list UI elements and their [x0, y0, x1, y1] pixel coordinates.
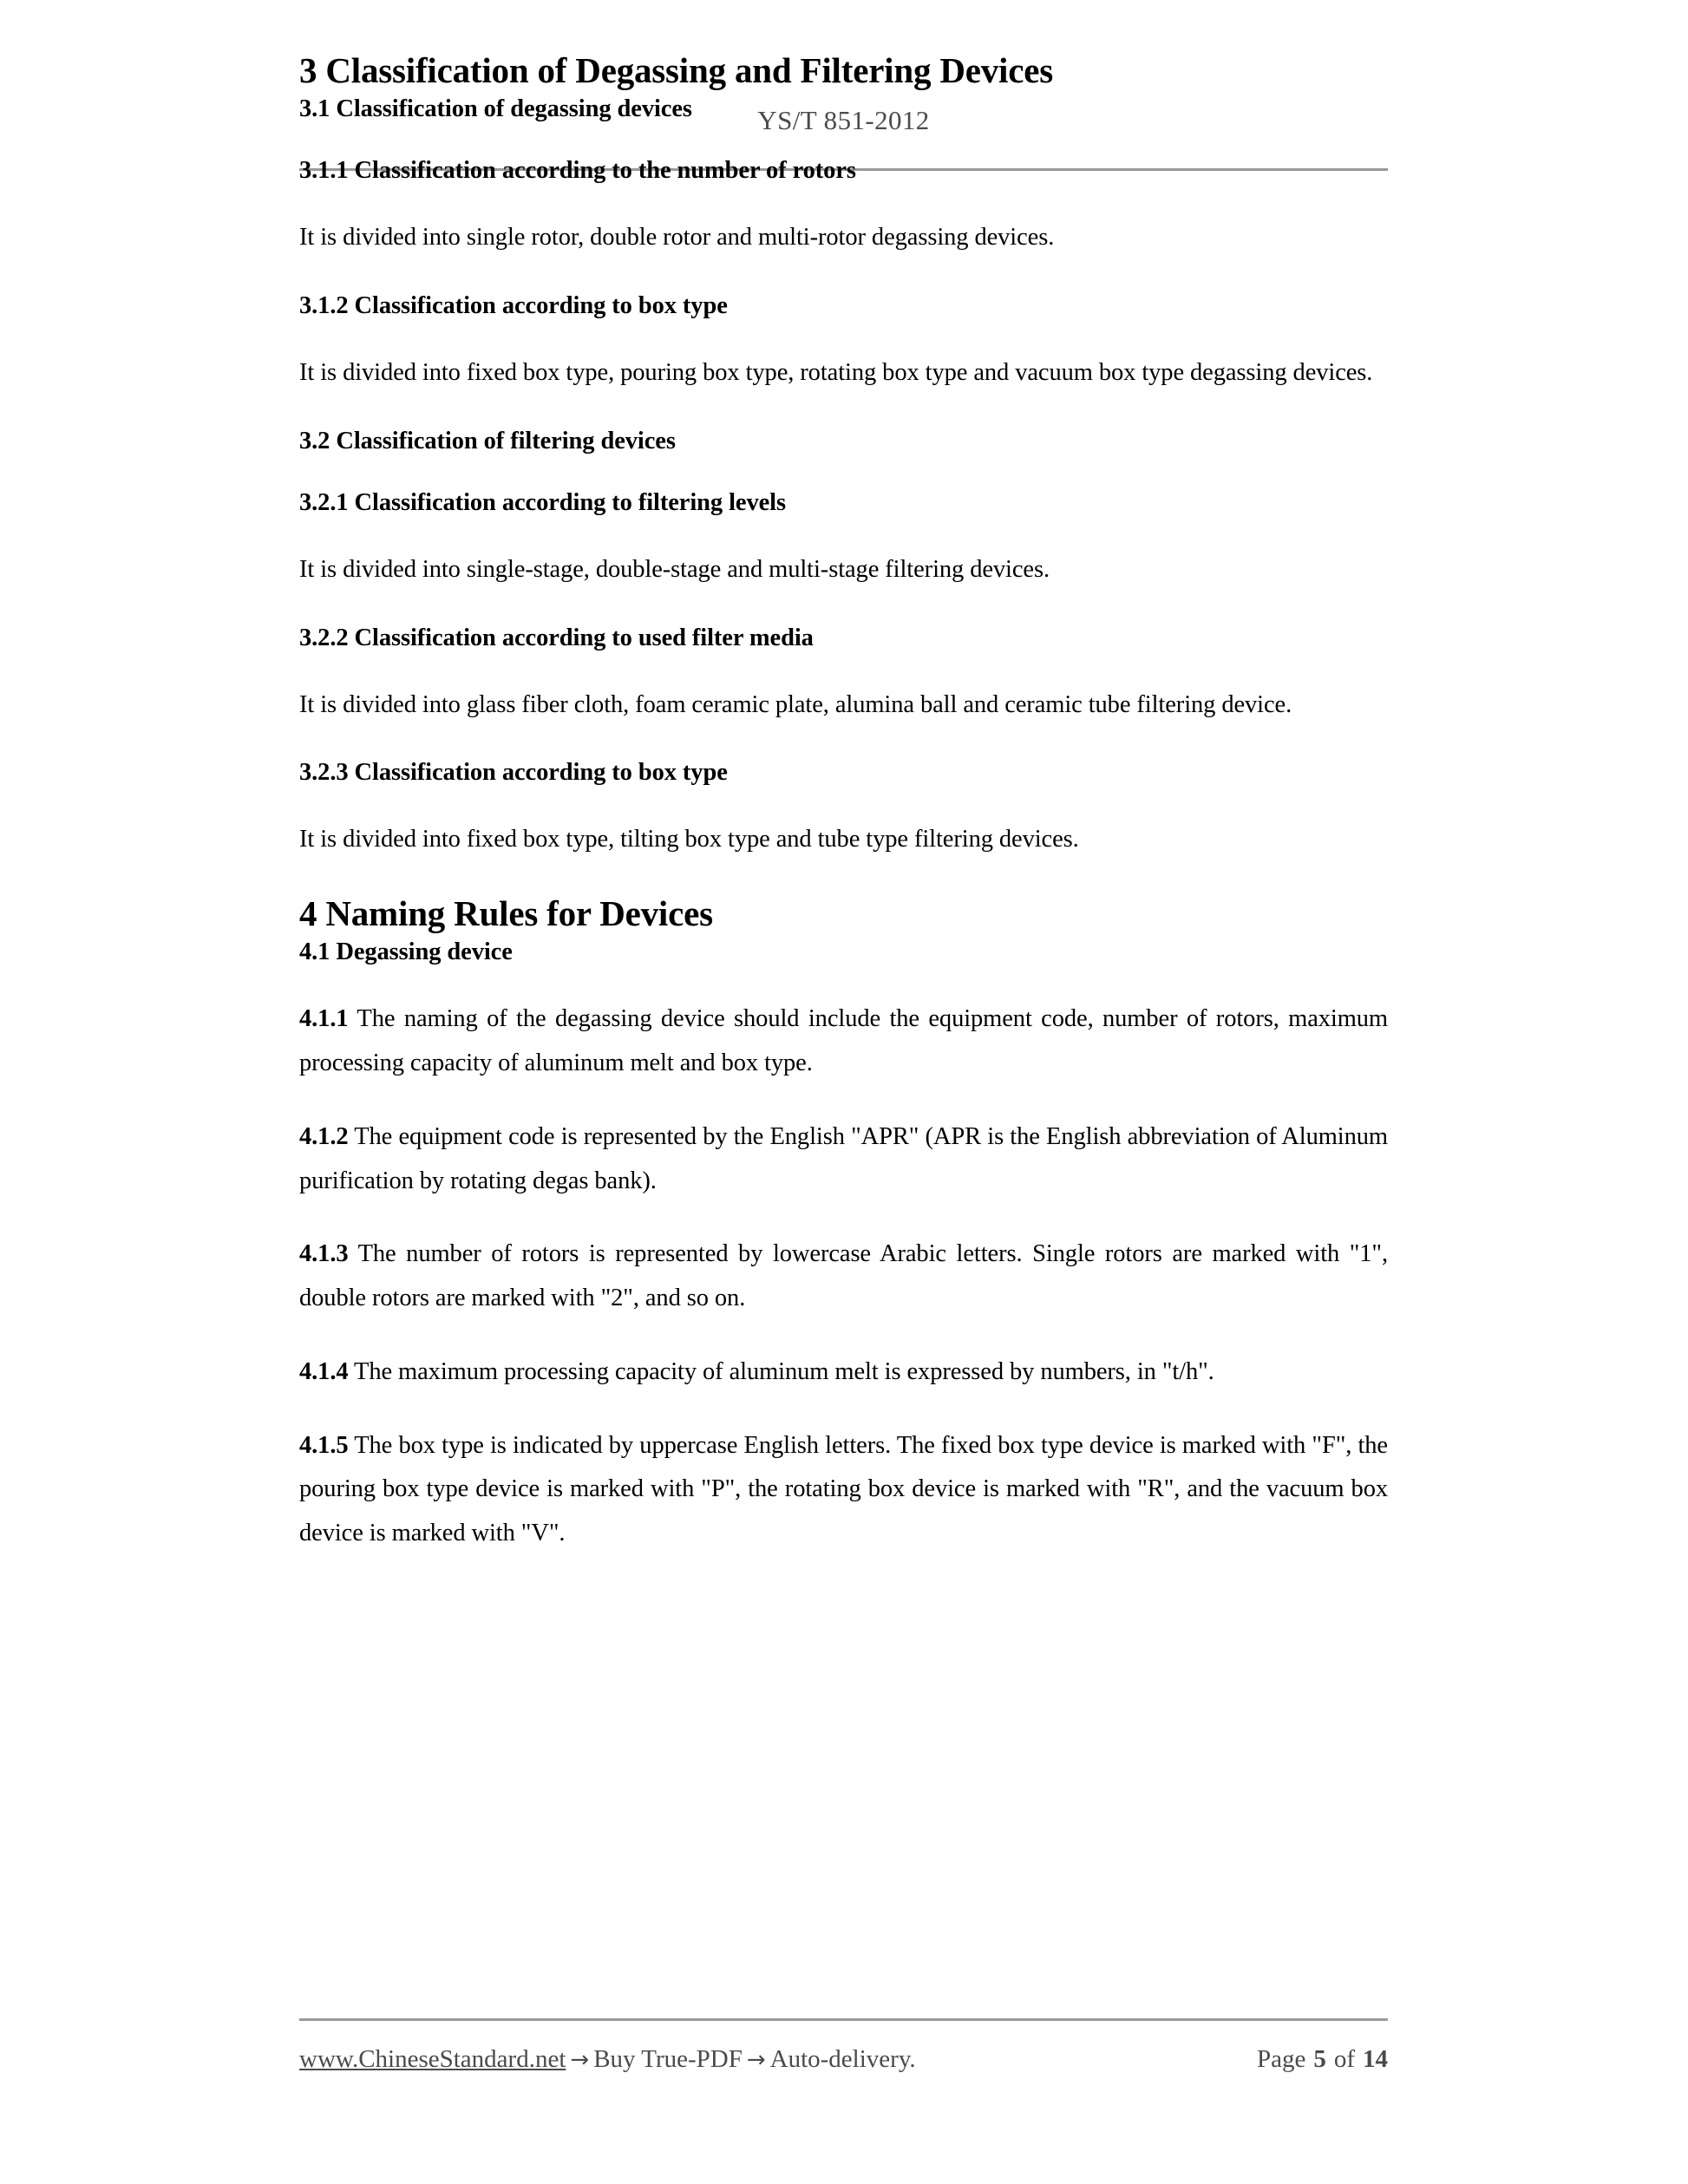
page-footer	[299, 2018, 1388, 2074]
section-3-2-3-heading: 3.2.3 Classification according to box type	[299, 759, 728, 787]
page-label: Page	[1256, 2045, 1306, 2073]
section-3-1-1-heading: 3.1.1 Classification according to the number of rotors	[299, 157, 856, 185]
section-3-1-2-heading: 3.1.2 Classification according to box type	[299, 292, 728, 320]
website-link[interactable]: www.ChineseStandard.net	[299, 2045, 566, 2073]
clause-text-4-1-3: The number of rotors is represented by lowercase Arabic letters. Single rotors are marked with "1", double rotors are marked with "2", and so on.	[299, 1240, 1388, 1312]
section-4-1-3-paragraph	[299, 1233, 1388, 1320]
section-3-2-2-paragraph: It is divided into glass fiber cloth, foam ceramic plate, alumina ball and ceramic tube filtering device.	[299, 690, 1292, 718]
section-3-1-heading: 3.1 Classification of degassing devices	[299, 95, 692, 123]
section-3-2-1-heading: 3.2.1 Classification according to filtering levels	[299, 488, 786, 516]
footer-row	[299, 2045, 1388, 2074]
clause-number-4-1-3: 4.1.3	[299, 1240, 349, 1268]
delivery-label: Auto-delivery.	[769, 2045, 916, 2073]
total-page-count: 14	[1363, 2045, 1388, 2073]
clause-number-4-1-1: 4.1.1	[299, 1005, 349, 1033]
clause-number-4-1-4: 4.1.4	[299, 1357, 349, 1385]
section-4-1-5-paragraph	[299, 1424, 1388, 1556]
section-3-heading: 3 Classification of Degassing and Filtering Devices	[299, 50, 1053, 90]
footer-divider	[299, 2018, 1388, 2021]
of-label: of	[1333, 2045, 1355, 2073]
footer-promo	[299, 2045, 916, 2074]
section-3-1-2-paragraph: It is divided into fixed box type, pouring box type, rotating box type and vacuum box type degassing devices.	[299, 359, 1373, 387]
section-3-1-1-paragraph: It is divided into single rotor, double rotor and multi-rotor degassing devices.	[299, 224, 1055, 252]
section-4-1-2-paragraph	[299, 1115, 1388, 1203]
buy-label: Buy True-PDF	[593, 2045, 743, 2073]
section-4-1-4-paragraph	[299, 1350, 1388, 1395]
clause-text-4-1-2: The equipment code is represented by the English "APR" (APR is the English abbreviation of Aluminum purification by rotating degas bank).	[299, 1122, 1388, 1194]
section-3-2-1-paragraph: It is divided into single-stage, double-stage and multi-stage filtering devices.	[299, 555, 1050, 583]
section-3-2-3-paragraph: It is divided into fixed box type, tilting box type and tube type filtering devices.	[299, 826, 1079, 853]
section-3-2-2-heading: 3.2.2 Classification according to used filter media	[299, 624, 814, 651]
clause-number-4-1-5: 4.1.5	[299, 1431, 349, 1459]
page-indicator	[1257, 2045, 1388, 2074]
clause-text-4-1-4: The maximum processing capacity of aluminum melt is expressed by numbers, in "t/h".	[348, 1357, 1214, 1385]
clause-text-4-1-1: The naming of the degassing device should include the equipment code, number of rotors, maximum processing capacity of aluminum melt and box type.	[299, 1005, 1388, 1077]
arrow-right-icon-1: →	[570, 2047, 590, 2073]
section-4-1-1-paragraph	[299, 997, 1388, 1085]
clause-number-4-1-2: 4.1.2	[299, 1122, 349, 1150]
clause-text-4-1-5: The box type is indicated by uppercase English letters. The fixed box type device is marked with "F", the pouring box type device is marked with "P", the rotating box device is marked with "R", and the vacuum box device is marked with "V".	[299, 1431, 1388, 1546]
arrow-right-icon-2: →	[746, 2047, 766, 2073]
current-page-number: 5	[1313, 2045, 1326, 2073]
document-body	[299, 0, 1388, 1556]
section-3-2-heading: 3.2 Classification of filtering devices	[299, 427, 676, 454]
section-4-1-heading: 4.1 Degassing device	[299, 938, 513, 966]
standard-code-header: YS/T 851-2012	[757, 105, 930, 135]
section-4-heading: 4 Naming Rules for Devices	[299, 893, 713, 934]
